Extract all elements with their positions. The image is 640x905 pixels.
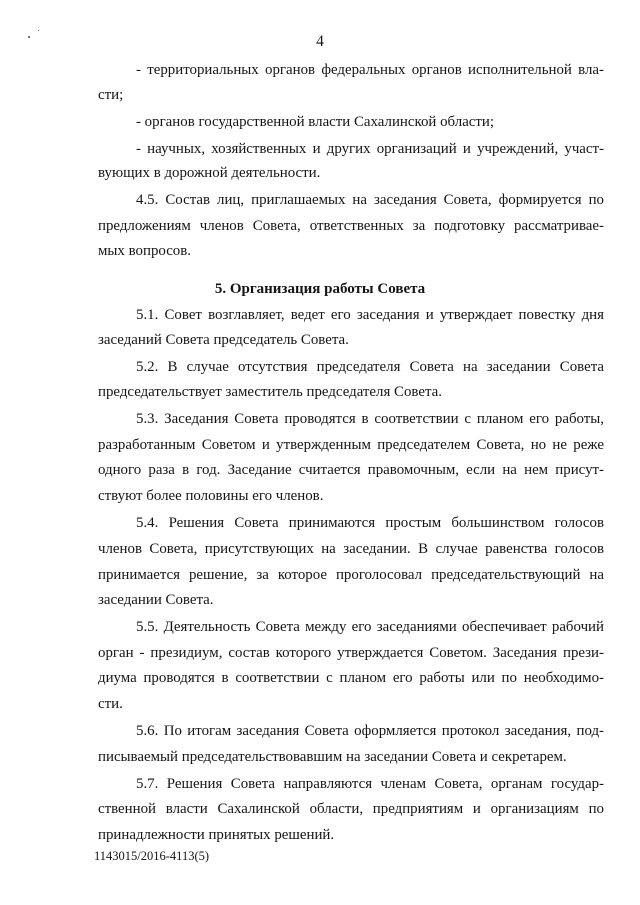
text-line: ственной власти Сахалинской области, предприятиям и организациям по: [98, 801, 604, 817]
text-line: диума проводятся в соответствии с планом его работы или по необходимо-: [98, 670, 604, 686]
text-line: ствуют более половины его членов.: [98, 488, 324, 504]
text-line: 5.2. В случае отсутствия председателя Совета на заседании Совета: [136, 359, 604, 375]
text-line: разработанным Советом и утвержденным председателем Совета, но не реже: [98, 437, 604, 453]
page-number: 4: [316, 33, 324, 50]
text-line: одного раза в год. Заседание считается правомочным, если на нем присут-: [98, 462, 604, 478]
text-line: 5.7. Решения Совета направляются членам Совета, органам государ-: [136, 776, 604, 792]
text-line: 4.5. Состав лиц, приглашаемых на заседания Совета, формируется по: [136, 192, 604, 208]
text-line: 5.3. Заседания Совета проводятся в соответствии с планом его работы,: [136, 411, 604, 427]
text-line: 5.1. Совет возглавляет, ведет его заседания и утверждает повестку дня: [136, 307, 604, 323]
text-line: членов Совета, присутствующих на заседании. В случае равенства голосов: [98, 541, 604, 557]
document-id: 1143015/2016-4113(5): [94, 849, 210, 863]
text-line: сти.: [98, 696, 123, 712]
text-line: вующих в дорожной деятельности.: [98, 165, 321, 181]
text-line: председательствует заместитель председателя Совета.: [98, 384, 442, 400]
text-line: 5.4. Решения Совета принимаются простым большинством голосов: [136, 515, 604, 531]
text-line: принадлежности принятых решений.: [98, 827, 335, 843]
text-line: - территориальных органов федеральных органов исполнительной вла-: [136, 62, 604, 78]
text-line: мых вопросов.: [98, 243, 192, 259]
text-line: орган - президиум, состав которого утверждается Советом. Заседания прези-: [98, 645, 604, 661]
text-line: - органов государственной власти Сахалинской области;: [136, 114, 495, 130]
text-line: заседании Совета.: [98, 592, 214, 608]
text-line: заседаний Совета председатель Совета.: [98, 332, 349, 348]
text-line: 5.5. Деятельность Совета между его заседаниями обеспечивает рабочий: [136, 619, 604, 635]
text-line: - научных, хозяйственных и других организаций и учреждений, участ-: [136, 141, 604, 157]
text-line: принимается решение, за которое проголосовал председательствующий на: [98, 567, 604, 583]
text-line: 5.6. По итогам заседания Совета оформляется протокол заседания, под-: [136, 723, 604, 739]
text-line: писываемый председательствовавшим на заседании Совета и секретарем.: [98, 749, 567, 765]
text-line: сти;: [98, 87, 124, 103]
scan-speck: [38, 30, 39, 31]
text-line: предложениям членов Совета, ответственных за подготовку рассматривае-: [98, 218, 604, 234]
section-heading: 5. Организация работы Совета: [214, 281, 426, 297]
